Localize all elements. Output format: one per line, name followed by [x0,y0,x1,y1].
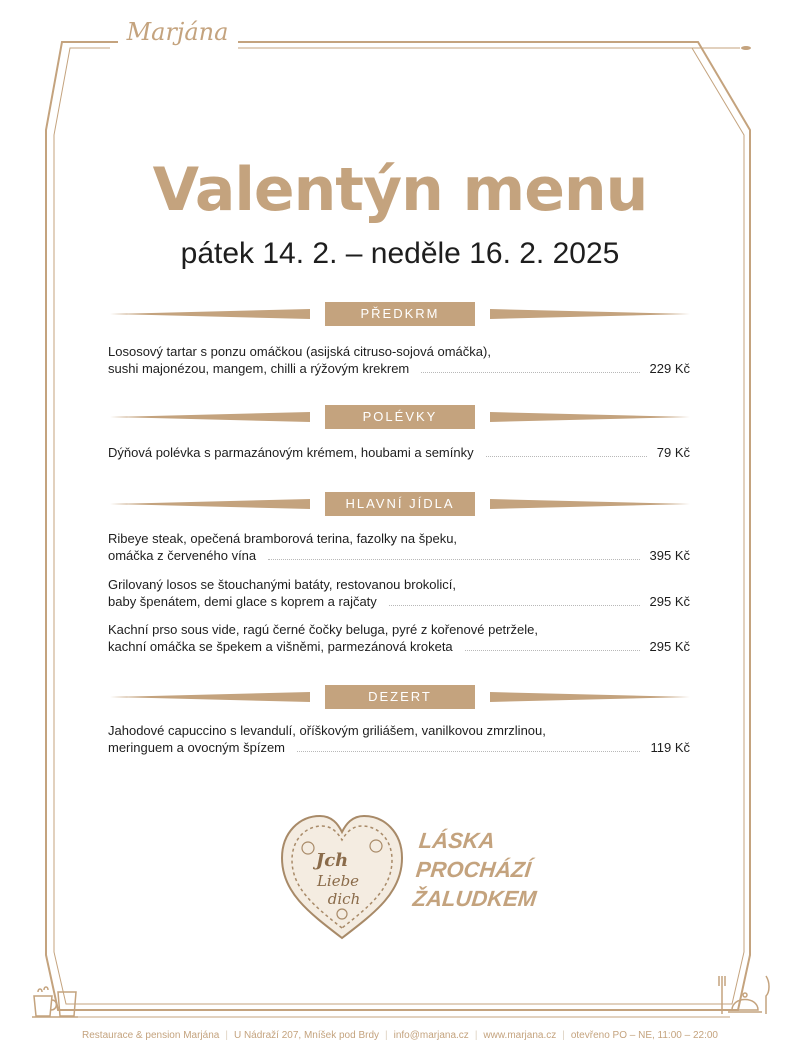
ornament-line-left [110,498,310,510]
item-description-line: Kachní prso sous vide, ragú černé čočky beluga, pyré z kořenové petržele, [108,622,538,637]
item-price: 119 Kč [650,740,690,755]
slogan-line: ŽALUDKEM [411,886,538,911]
item-price: 395 Kč [649,548,690,563]
item-price: 295 Kč [649,594,690,609]
section-header-predkrm [110,302,690,326]
ornament-line-right [490,308,690,320]
heart-text: dich [327,890,361,908]
item-price: 295 Kč [649,639,690,654]
section-label: HLAVNÍ JÍDLA [325,492,475,516]
dot-leader [297,751,640,752]
section-label: POLÉVKY [325,405,475,429]
ornament-line-right [490,411,690,423]
footer [0,1030,800,1041]
brand-logo: Marjána [120,14,235,50]
item-description-line: baby špenátem, demi glace s koprem a rajčaty [108,594,377,609]
footer-email: info@marjana.cz [393,1030,469,1041]
slogan-line: LÁSKA [417,828,497,853]
gingerbread-heart-illustration [278,812,406,942]
footer-website: www.marjana.cz [483,1030,557,1041]
dot-leader [486,456,647,457]
drinks-icon [30,982,80,1018]
footer-hours: otevřeno PO – NE, 11:00 – 22:00 [570,1030,718,1041]
item-description-line: sushi majonézou, mangem, chilli a rýžovým krekrem [108,361,410,376]
item-description-line: Lososový tartar s ponzu omáčkou (asijská citruso-sojová omáčka), [108,344,491,359]
dot-leader [268,559,639,560]
heart-text: Liebe [316,872,360,890]
heart-text: Jch [315,850,349,871]
slogan-line: PROCHÁZÍ [414,857,533,882]
menu-item [108,621,690,655]
menu-item [108,722,690,756]
item-description-line: Grilovaný losos se štouchanými batáty, restovanou brokolicí, [108,577,457,592]
cloche-icon [718,972,770,1018]
item-description-line: Jahodové capuccino s levandulí, oříškovým griliášem, vanilkovou zmrzlinou, [108,723,546,738]
item-description-line: meringuem a ovocným špízem [108,740,286,755]
footer-separator: | [225,1030,228,1041]
dot-leader [389,605,640,606]
ornament-line-left [110,411,310,423]
section-label: DEZERT [325,685,475,709]
footer-name: Restaurace & pension Marjána [82,1030,220,1041]
footer-address: U Nádraží 207, Mníšek pod Brdy [233,1030,380,1041]
menu-item [108,343,690,377]
section-header-dezert [110,685,690,709]
menu-item [108,530,690,564]
menu-item [108,576,690,610]
item-description-line: omáčka z červeného vína [108,548,257,563]
section-header-hlavni-jidla [110,492,690,516]
footer-separator: | [474,1030,478,1041]
ornament-line-left [110,691,310,703]
section-label: PŘEDKRM [325,302,475,326]
slogan [411,826,550,913]
date-range: pátek 14. 2. – neděle 16. 2. 2025 [180,237,620,270]
item-description-line: Ribeye steak, opečená bramborová terina, fazolky na špeku, [108,531,458,546]
footer-separator: | [385,1030,388,1041]
item-price: 79 Kč [656,445,690,460]
ornament-line-left [110,308,310,320]
dot-leader [465,650,640,651]
item-price: 229 Kč [649,361,690,376]
footer-separator: | [562,1030,565,1041]
item-description-line: Dýňová polévka s parmazánovým krémem, houbami a semínky [108,445,474,460]
page-title: Valentýn menu [152,155,648,225]
ornament-line-right [490,498,690,510]
ornament-line-right [490,691,690,703]
item-description-line: kachní omáčka se špekem a višněmi, parmezánová kroketa [108,639,453,654]
menu-item [108,444,690,461]
dot-leader [421,372,639,373]
section-header-polevky [110,405,690,429]
